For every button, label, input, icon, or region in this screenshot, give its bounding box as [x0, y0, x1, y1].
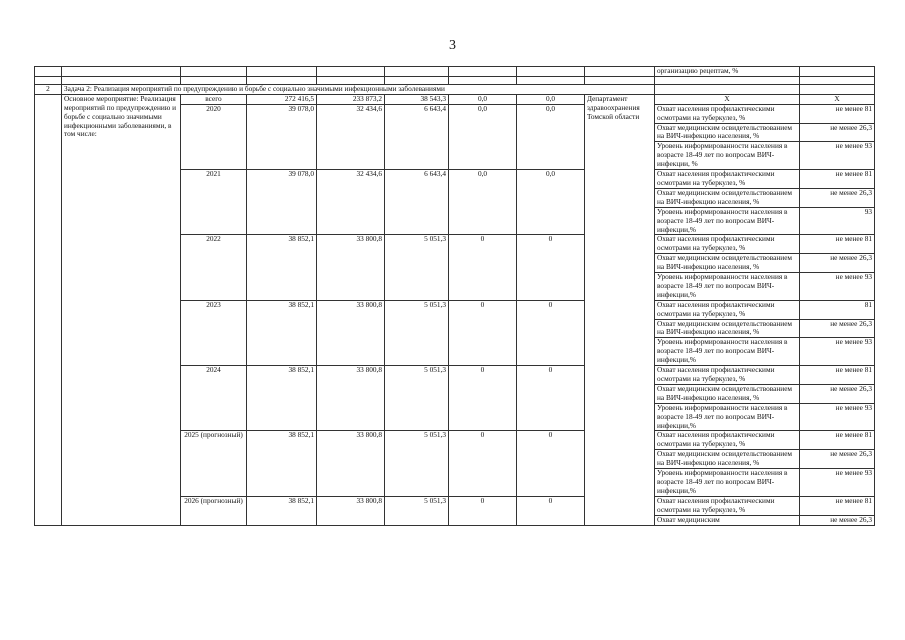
amount-cell: 33 800,8 [317, 235, 385, 300]
year-cell: 2026 (прогнозный) [181, 496, 247, 525]
indicator-value: не менее 81 [800, 366, 875, 385]
empty-cell [317, 67, 385, 77]
indicator-cell: Охват населения профилактическими осмотрами на туберкулез, % [655, 366, 800, 385]
empty-cell [655, 84, 800, 94]
amount-cell: 0 [517, 300, 585, 365]
indicator-cell: Уровень информированности населения в возрасте 18-49 лет по вопросам ВИЧ-инфекции,% [655, 207, 800, 235]
amount-cell: 39 078,0 [247, 104, 317, 169]
amount-cell: 0,0 [517, 104, 585, 169]
indicator-cell: Охват медицинским освидетельствованием на ВИЧ-инфекцию населения, % [655, 319, 800, 338]
amount-cell: 38 543,3 [385, 94, 449, 104]
indicator-cell: Охват населения профилактическими осмотрами на туберкулез, % [655, 496, 800, 515]
indicator-cell: Х [655, 94, 800, 104]
indicator-value: не менее 93 [800, 142, 875, 170]
amount-cell: 0 [449, 431, 517, 496]
amount-cell: 5 051,3 [385, 300, 449, 365]
empty-cell [62, 67, 181, 77]
amount-cell: 272 416,5 [247, 94, 317, 104]
indicator-cell: Охват медицинским освидетельствованием на ВИЧ-инфекцию населения, % [655, 123, 800, 142]
amount-cell: 32 434,6 [317, 170, 385, 235]
task-title: Задача 2: Реализация мероприятий по предупреждению и борьбе с социально значимыми инфекционными заболеваниями [62, 84, 655, 94]
amount-cell: 0 [449, 235, 517, 300]
indicator-cell: Охват населения профилактическими осмотрами на туберкулез, % [655, 235, 800, 254]
indicator-value: 81 [800, 300, 875, 319]
amount-cell: 5 051,3 [385, 496, 449, 525]
indicator-cell: Охват населения профилактическими осмотрами на туберкулез, % [655, 300, 800, 319]
indicator-cell: Уровень информированности населения в возрасте 18-49 лет по вопросам ВИЧ-инфекции,% [655, 469, 800, 497]
amount-cell: 0,0 [517, 170, 585, 235]
empty-cell [181, 76, 247, 84]
amount-cell: 38 852,1 [247, 366, 317, 431]
empty-cell [655, 76, 800, 84]
continued-row [35, 67, 875, 77]
amount-cell: 38 852,1 [247, 496, 317, 525]
empty-cell [585, 76, 655, 84]
indicator-value: не менее 93 [800, 469, 875, 497]
executor-cell: Департамент здравоохранения Томской области [585, 94, 655, 525]
empty-cell [517, 67, 585, 77]
year-cell: 2020 [181, 104, 247, 169]
amount-cell: 0 [449, 496, 517, 525]
amount-cell: 0 [517, 366, 585, 431]
year-cell: 2025 (прогнозный) [181, 431, 247, 496]
amount-cell: 0,0 [449, 170, 517, 235]
indicator-value: не менее 26,3 [800, 188, 875, 207]
amount-cell: 38 852,1 [247, 235, 317, 300]
amount-cell: 33 800,8 [317, 431, 385, 496]
indicator-value: не менее 26,3 [800, 450, 875, 469]
amount-cell: 33 800,8 [317, 300, 385, 365]
amount-cell: 38 852,1 [247, 300, 317, 365]
empty-cell [585, 67, 655, 77]
indicator-value: не менее 93 [800, 273, 875, 301]
amount-cell: 0 [517, 235, 585, 300]
empty-cell [800, 76, 875, 84]
amount-cell: 5 051,3 [385, 366, 449, 431]
indicator-cell: организацию рецептам, % [655, 67, 800, 77]
empty-cell [800, 67, 875, 77]
year-cell: 2024 [181, 366, 247, 431]
empty-cell [317, 76, 385, 84]
empty-cell [62, 76, 181, 84]
indicator-value: не менее 26,3 [800, 319, 875, 338]
amount-cell: 0,0 [449, 94, 517, 104]
year-cell: 2021 [181, 170, 247, 235]
total-row [35, 94, 875, 104]
empty-cell [517, 76, 585, 84]
indicator-cell: Уровень информированности населения в возрасте 18-49 лет по вопросам ВИЧ-инфекции,% [655, 403, 800, 431]
amount-cell: 38 852,1 [247, 431, 317, 496]
indicator-cell: Уровень информированности населения в возрасте 18-49 лет по вопросам ВИЧ-инфекции, % [655, 142, 800, 170]
indicator-cell: Уровень информированности населения в возрасте 18-49 лет по вопросам ВИЧ-инфекции,% [655, 273, 800, 301]
empty-cell [181, 67, 247, 77]
indicator-value: не менее 81 [800, 170, 875, 189]
indicator-value: не менее 26,3 [800, 254, 875, 273]
indicator-value: не менее 81 [800, 104, 875, 123]
indicator-cell: Охват медицинским освидетельствованием на ВИЧ-инфекцию населения, % [655, 450, 800, 469]
indicator-value: не менее 26,3 [800, 515, 875, 525]
indicator-cell: Охват населения профилактическими осмотрами на туберкулез, % [655, 431, 800, 450]
indicator-value: не менее 81 [800, 235, 875, 254]
indicator-cell: Охват медицинским освидетельствованием на ВИЧ-инфекцию населения, % [655, 188, 800, 207]
amount-cell: 39 078,0 [247, 170, 317, 235]
amount-cell: 5 051,3 [385, 431, 449, 496]
task-row [35, 84, 875, 94]
amount-cell: 33 800,8 [317, 496, 385, 525]
amount-cell: 0 [449, 300, 517, 365]
empty-cell [800, 84, 875, 94]
indicator-cell: Охват медицинским освидетельствованием на ВИЧ-инфекцию населения, % [655, 384, 800, 403]
indicator-cell: Охват населения профилактическими осмотрами на туберкулез, % [655, 170, 800, 189]
indicator-value: Х [800, 94, 875, 104]
task-number: 2 [35, 84, 62, 94]
program-table [34, 66, 875, 526]
indicator-cell: Охват населения профилактическими осмотрами на туберкулез, % [655, 104, 800, 123]
amount-cell: 0,0 [449, 104, 517, 169]
table-body [35, 67, 875, 526]
empty-cell [35, 94, 62, 525]
empty-cell [247, 76, 317, 84]
empty-cell [35, 76, 62, 84]
indicator-cell: Охват медицинским освидетельствованием на ВИЧ-инфекцию населения, % [655, 254, 800, 273]
amount-cell: 5 051,3 [385, 235, 449, 300]
year-cell: 2023 [181, 300, 247, 365]
year-cell: 2022 [181, 235, 247, 300]
amount-cell: 6 643,4 [385, 104, 449, 169]
indicator-value: не менее 81 [800, 496, 875, 515]
empty-cell [247, 67, 317, 77]
year-cell: всего [181, 94, 247, 104]
amount-cell: 233 873,2 [317, 94, 385, 104]
indicator-value: не менее 93 [800, 403, 875, 431]
indicator-value: не менее 93 [800, 338, 875, 366]
amount-cell: 6 643,4 [385, 170, 449, 235]
page-number: 3 [449, 38, 456, 53]
indicator-value: не менее 26,3 [800, 123, 875, 142]
indicator-cell: Уровень информированности населения в возрасте 18-49 лет по вопросам ВИЧ-инфекции,% [655, 338, 800, 366]
amount-cell: 0 [517, 431, 585, 496]
indicator-value: 93 [800, 207, 875, 235]
amount-cell: 0 [449, 366, 517, 431]
indicator-value: не менее 26,3 [800, 384, 875, 403]
amount-cell: 0 [517, 496, 585, 525]
empty-cell [449, 76, 517, 84]
empty-cell [35, 67, 62, 77]
amount-cell: 0,0 [517, 94, 585, 104]
empty-cell [385, 76, 449, 84]
empty-cell [385, 67, 449, 77]
measure-description: Основное мероприятие: Реализация мероприятий по предупреждению и борьбе с социально значимыми инфекционными заболеваниями, в том числе: [62, 94, 181, 525]
amount-cell: 33 800,8 [317, 366, 385, 431]
empty-cell [449, 67, 517, 77]
indicator-cell: Охват медицинским [655, 515, 800, 525]
amount-cell: 32 434,6 [317, 104, 385, 169]
indicator-value: не менее 81 [800, 431, 875, 450]
blank-row [35, 76, 875, 84]
